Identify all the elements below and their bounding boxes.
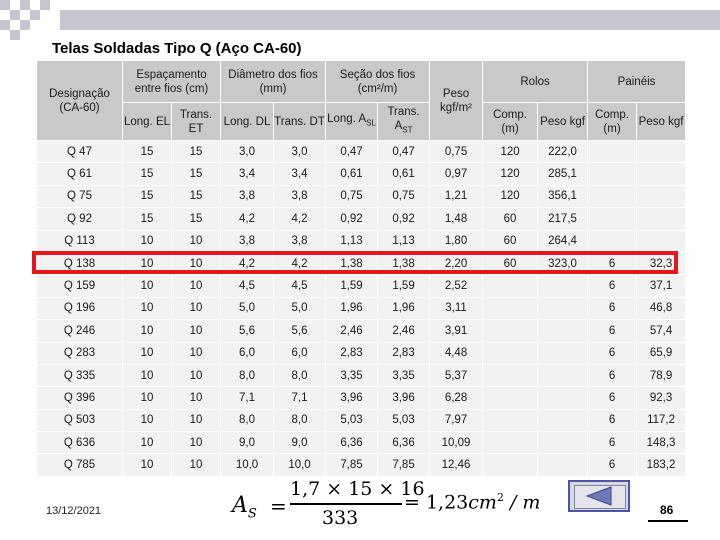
table-cell [588, 163, 637, 185]
subheader-long-dl: Long. DL [221, 103, 274, 141]
table-row [37, 297, 686, 319]
table-cell: 10,0 [221, 454, 274, 476]
table-cell: 9,0 [221, 432, 274, 454]
table-cell: 57,4 [637, 320, 686, 342]
table-cell: 8,0 [221, 409, 274, 431]
formula-equals: = [270, 494, 287, 518]
designation-cell: Q 113 [37, 230, 123, 252]
table-cell: 10 [123, 275, 172, 297]
table-cell [483, 387, 538, 409]
table-cell: 37,1 [637, 275, 686, 297]
table-cell: 10 [123, 297, 172, 319]
table-cell: 1,38 [378, 252, 430, 274]
header-peso: Peso kgf/m² [430, 61, 483, 141]
table-cell: 6 [588, 387, 637, 409]
designation-cell: Q 92 [37, 208, 123, 230]
formula-lhs: $A_S$ [232, 493, 257, 522]
table-cell: 120 [483, 185, 538, 207]
table-cell: 0,92 [326, 208, 378, 230]
table-cell: 3,8 [274, 230, 326, 252]
table-cell [538, 275, 588, 297]
table-cell: 222,0 [538, 141, 588, 163]
table-row [37, 342, 686, 364]
table-cell [637, 185, 686, 207]
table-cell: 6,0 [274, 342, 326, 364]
designation-cell: Q 503 [37, 409, 123, 431]
table-cell: 3,96 [378, 387, 430, 409]
back-button[interactable] [568, 480, 630, 512]
table-cell: 6 [588, 320, 637, 342]
table-cell: 4,48 [430, 342, 483, 364]
table-cell: 15 [123, 185, 172, 207]
table-cell: 1,13 [378, 230, 430, 252]
table-row [37, 163, 686, 185]
table-cell: 10 [172, 342, 221, 364]
header-diametro: Diâmetro dos fios (mm) [221, 61, 326, 103]
table-cell [637, 208, 686, 230]
table-cell: 148,3 [637, 432, 686, 454]
table-cell: 117,2 [637, 409, 686, 431]
table-cell: 2,46 [326, 320, 378, 342]
subheader-rolos-peso: Peso kgf [538, 103, 588, 141]
table-cell: 10 [123, 342, 172, 364]
table-cell: 1,96 [326, 297, 378, 319]
table-cell: 5,0 [221, 297, 274, 319]
subheader-paineis-peso: Peso kgf [637, 103, 686, 141]
table-cell: 10 [172, 409, 221, 431]
table-cell [483, 297, 538, 319]
table-cell: 0,47 [326, 141, 378, 163]
table-cell: 1,96 [378, 297, 430, 319]
designation-cell: Q 196 [37, 297, 123, 319]
table-cell: 10 [172, 275, 221, 297]
header-espacamento: Espaçamento entre fios (cm) [123, 61, 221, 103]
subheader-trans-ast: Trans. $A_{ST}$ [378, 103, 430, 141]
table-cell: 10 [123, 364, 172, 386]
table-cell [588, 185, 637, 207]
table-cell: 7,1 [221, 387, 274, 409]
designation-cell: Q 159 [37, 275, 123, 297]
table-cell: 5,03 [326, 409, 378, 431]
table-cell [538, 454, 588, 476]
table-cell: 10 [123, 320, 172, 342]
formula-denominator: 333 [322, 507, 359, 529]
page-number: 86 [660, 503, 674, 517]
table-cell: 3,8 [274, 185, 326, 207]
table-cell: 12,46 [430, 454, 483, 476]
table-row [37, 185, 686, 207]
table-cell: 4,2 [274, 208, 326, 230]
table-cell: 15 [172, 208, 221, 230]
table-cell: 15 [123, 208, 172, 230]
formula-result: = $1,23cm^2$ / m [404, 491, 541, 514]
table-cell: 60 [483, 208, 538, 230]
table-cell: 1,59 [378, 275, 430, 297]
table-cell: 2,52 [430, 275, 483, 297]
table-cell: 2,46 [378, 320, 430, 342]
page-number-underline [648, 520, 688, 522]
table-cell: 4,2 [221, 208, 274, 230]
table-cell [483, 342, 538, 364]
table-cell [483, 275, 538, 297]
table-row [37, 320, 686, 342]
table-cell: 1,38 [326, 252, 378, 274]
highlight-box-row [32, 251, 678, 274]
table-cell [538, 320, 588, 342]
table-row [37, 387, 686, 409]
area-formula [232, 478, 541, 533]
table-cell: 8,0 [221, 364, 274, 386]
table-cell: 60 [483, 230, 538, 252]
table-cell [637, 230, 686, 252]
table-cell: 3,35 [326, 364, 378, 386]
table-cell: 3,8 [221, 185, 274, 207]
table-row [37, 409, 686, 431]
subheader-long-el: Long. EL [123, 103, 172, 141]
table-cell: 217,5 [538, 208, 588, 230]
table-cell: 2,83 [326, 342, 378, 364]
table-cell: 3,35 [378, 364, 430, 386]
table-cell [483, 364, 538, 386]
table-cell [538, 409, 588, 431]
table-cell: 6 [588, 342, 637, 364]
table-cell: 4,5 [274, 275, 326, 297]
table-cell [588, 208, 637, 230]
table-cell [637, 141, 686, 163]
table-cell: 10 [123, 454, 172, 476]
table-row [37, 454, 686, 476]
table-cell: 1,80 [430, 230, 483, 252]
table-cell: 15 [172, 141, 221, 163]
table-cell: 10 [172, 230, 221, 252]
table-cell: 7,97 [430, 409, 483, 431]
table-cell: 15 [172, 163, 221, 185]
table-cell: 264,4 [538, 230, 588, 252]
table-cell: 10 [172, 297, 221, 319]
table-cell: 3,11 [430, 297, 483, 319]
table-cell: 10 [123, 230, 172, 252]
table-cell: 7,1 [274, 387, 326, 409]
designation-cell: Q 335 [37, 364, 123, 386]
table-cell: 1,59 [326, 275, 378, 297]
table-cell: 6 [588, 409, 637, 431]
table-cell: 2,83 [378, 342, 430, 364]
designation-cell: Q 47 [37, 141, 123, 163]
table-cell: 10 [172, 387, 221, 409]
table-cell: 120 [483, 141, 538, 163]
table-body [37, 141, 686, 477]
designation-cell: Q 138 [37, 252, 123, 274]
table-cell: 3,0 [274, 141, 326, 163]
table-cell: 10 [123, 409, 172, 431]
table-cell: 5,6 [274, 320, 326, 342]
table-cell: 6 [588, 432, 637, 454]
table-cell: 6,0 [221, 342, 274, 364]
table-cell [538, 432, 588, 454]
table-cell: 10,09 [430, 432, 483, 454]
header-secao: Seção dos fios (cm²/m) [326, 61, 430, 103]
table-cell [538, 342, 588, 364]
table-cell: 15 [123, 141, 172, 163]
table-cell: 4,2 [221, 252, 274, 274]
table-cell: 120 [483, 163, 538, 185]
designation-cell: Q 283 [37, 342, 123, 364]
slide-date: 13/12/2021 [46, 505, 102, 517]
table-cell: 0,97 [430, 163, 483, 185]
designation-cell: Q 636 [37, 432, 123, 454]
table-cell [588, 141, 637, 163]
table-cell: 10 [172, 252, 221, 274]
table-row [37, 364, 686, 386]
table-cell [637, 163, 686, 185]
table-cell: 1,21 [430, 185, 483, 207]
table-cell: 8,0 [274, 409, 326, 431]
table-cell: 60 [483, 252, 538, 274]
designation-cell: Q 75 [37, 185, 123, 207]
table-cell: 9,0 [274, 432, 326, 454]
table-cell: 4,2 [274, 252, 326, 274]
header-designacao: Designação (CA-60) [37, 61, 123, 141]
table-cell: 1,48 [430, 208, 483, 230]
table-cell: 5,03 [378, 409, 430, 431]
designation-cell: Q 61 [37, 163, 123, 185]
table-cell: 3,8 [221, 230, 274, 252]
subheader-long-asl: Long. $A_{SL}$ [326, 103, 378, 141]
table-row [37, 275, 686, 297]
slide-title: Telas Soldadas Tipo Q (Aço CA-60) [52, 40, 302, 57]
table-cell: 6,36 [378, 432, 430, 454]
table-cell [483, 454, 538, 476]
table-cell: 0,92 [378, 208, 430, 230]
formula-numerator: 1,7 × 15 × 16 [290, 478, 425, 500]
table-cell [483, 409, 538, 431]
designation-cell: Q 785 [37, 454, 123, 476]
table-cell: 3,4 [221, 163, 274, 185]
header-rolos: Rolos [483, 61, 588, 103]
table-cell: 10 [172, 454, 221, 476]
table-cell: 3,4 [274, 163, 326, 185]
table-cell: 46,8 [637, 297, 686, 319]
table-cell: 92,3 [637, 387, 686, 409]
table-cell: 8,0 [274, 364, 326, 386]
table-cell: 6 [588, 297, 637, 319]
table-cell: 5,0 [274, 297, 326, 319]
subheader-rolos-comp: Comp. (m) [483, 103, 538, 141]
table-cell [538, 364, 588, 386]
table-cell: 6,36 [326, 432, 378, 454]
table-cell: 0,61 [326, 163, 378, 185]
table-cell: 10 [172, 320, 221, 342]
table-cell: 10 [172, 364, 221, 386]
back-arrow-icon [570, 482, 628, 510]
designation-cell: Q 396 [37, 387, 123, 409]
table-cell: 15 [123, 163, 172, 185]
table-cell: 356,1 [538, 185, 588, 207]
table-cell: 10,0 [274, 454, 326, 476]
table-cell: 6 [588, 252, 637, 274]
table-cell: 0,75 [430, 141, 483, 163]
formula-fraction-bar [290, 503, 402, 505]
table-cell [538, 297, 588, 319]
table-cell: 323,0 [538, 252, 588, 274]
table-cell: 0,61 [378, 163, 430, 185]
table-cell: 1,13 [326, 230, 378, 252]
table-cell: 3,91 [430, 320, 483, 342]
decorative-checker-pattern [0, 0, 60, 40]
table-row [37, 230, 686, 252]
table-cell: 6,28 [430, 387, 483, 409]
table-cell: 5,37 [430, 364, 483, 386]
table-cell: 285,1 [538, 163, 588, 185]
table-cell: 10 [172, 432, 221, 454]
decorative-top-bar [60, 10, 720, 30]
table-cell: 6 [588, 275, 637, 297]
table-cell: 15 [172, 185, 221, 207]
table-cell: 6 [588, 364, 637, 386]
table-cell: 32,3 [637, 252, 686, 274]
table-cell: 10 [123, 387, 172, 409]
table-cell: 4,5 [221, 275, 274, 297]
table-cell: 65,9 [637, 342, 686, 364]
table-cell: 2,20 [430, 252, 483, 274]
table-cell: 10 [123, 252, 172, 274]
table-cell: 10 [123, 432, 172, 454]
table-cell: 3,0 [221, 141, 274, 163]
subheader-trans-et: Trans. ET [172, 103, 221, 141]
header-paineis: Painéis [588, 61, 686, 103]
table-cell [483, 320, 538, 342]
subheader-paineis-comp: Comp. (m) [588, 103, 637, 141]
table-cell [483, 432, 538, 454]
table-cell: 5,6 [221, 320, 274, 342]
table-cell: 0,75 [326, 185, 378, 207]
table-cell: 0,75 [378, 185, 430, 207]
table-cell: 7,85 [378, 454, 430, 476]
table-cell: 3,96 [326, 387, 378, 409]
table-cell: 7,85 [326, 454, 378, 476]
table-cell: 183,2 [637, 454, 686, 476]
designation-cell: Q 246 [37, 320, 123, 342]
table-row [37, 141, 686, 163]
table-cell: 6 [588, 454, 637, 476]
table-row [37, 432, 686, 454]
subheader-trans-dt: Trans. DT [274, 103, 326, 141]
table-cell: 78,9 [637, 364, 686, 386]
table-cell [588, 230, 637, 252]
table-row [37, 208, 686, 230]
table-cell: 0,47 [378, 141, 430, 163]
table-cell [538, 387, 588, 409]
